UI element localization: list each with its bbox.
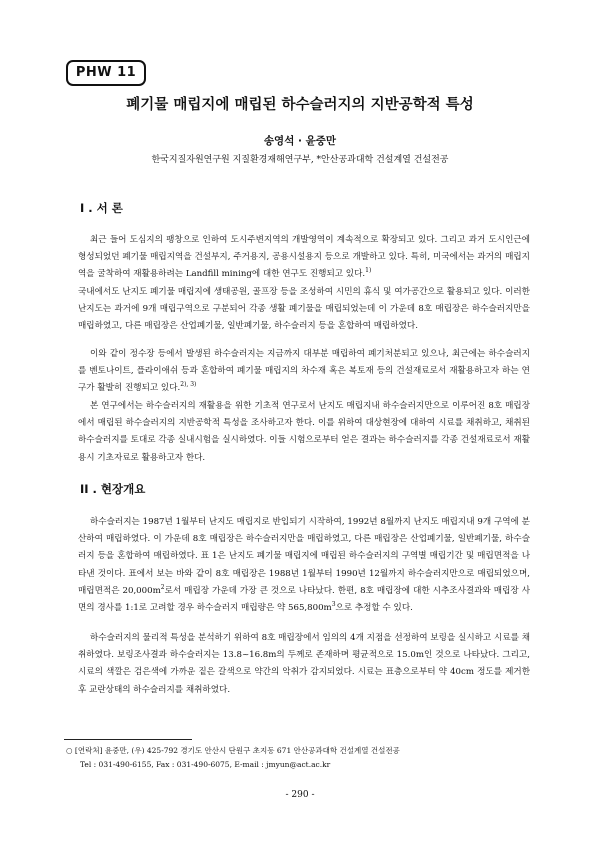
paragraph: 이와 같이 정수장 등에서 발생된 하수슬러지는 지금까지 대부분 매립하여 폐기처분되고 있으나, 최근에는 하수슬러지를 벤토나이트, 플라이애쉬 등과 혼합하여 폐기물 매립지의 차수재 혹은 복토재 등의 건설재료로서 재활용하고자 하는 연구가 활발히 진행되고 있다.$^{2), 3)}$ (78, 349, 530, 394)
footnote-contact: ○ [연락처] 윤중만, (우) 425-792 경기도 안산시 단원구 초지동 671 안산공과대학 건설계열 건설전공 (66, 746, 400, 755)
affiliation: 한국지질자원연구원 지질환경재해연구부, *안산공과대학 건설계열 건설전공 (151, 155, 449, 165)
footnote-contact-details: Tel : 031-490-6155, Fax : 031-490-6075, E-mail : jmyun@act.ac.kr (80, 760, 331, 769)
reference-marker: 1) (365, 267, 372, 275)
paragraph: 국내에서도 난지도 폐기물 매립지에 생태공원, 골프장 등을 조성하여 시민의 휴식 및 여가공간으로 활용되고 있다. 이러한 난지도는 과거에 9개 매립구역으로 구분되어 각종 생활 폐기물을 매립되었는데 이 가운데 8호 매립장은 하수슬러지만을 매립하였고, 다른 매립장은 산업폐기물, 일반폐기물, 하수슬러지 등을 혼합하여 매립하였다. (78, 287, 530, 332)
authors: 송영석 · 윤중만 (263, 135, 337, 147)
paragraph: 최근 들어 도심지의 팽창으로 인하여 도시주변지역의 개발영역이 계속적으로 확장되고 있다. 그리고 과거 도시인근에 형성되었던 폐기물 매립지역을 건설부지, 주거용지, 공용시설용지 등으로 개발하고 있다. 특히, 미국에서는 과거의 매립지역을 굴착하여 재활용하려는 Landfill mining에 대한 연구도 진행되고 있다.$^{1)}$ (78, 235, 530, 280)
reference-marker: 2), 3) (180, 381, 197, 389)
paragraph: 본 연구에서는 하수슬러지의 재활용을 위한 기초적 연구로서 난지도 매립지내 하수슬러지만으로 이루어진 8호 매립장에서 매립된 하수슬러지의 지반공학적 특성을 조사하고자 한다. 이를 위하여 대상현장에 대하여 시료를 채취하고, 채취된 하수슬러지를 토대로 각종 실내시험을 실시하였다. 이들 시험으로부터 얻은 결과는 하수슬러지를 각종 건설재료로서 재활용시 기초자료로 활용하고자 한다. (78, 401, 530, 463)
section-heading-introduction: I . 서 론 (80, 201, 123, 215)
paragraph: 하수슬러지의 물리적 특성을 분석하기 위하여 8호 매립장에서 임의의 4개 지점을 선정하여 보링을 실시하고 시료를 채취하였다. 보링조사결과 하수슬러지는 13.8~16.8m의 두께로 존재하며 평균적으로 15.0m인 것으로 나타났다. 그리고, 시료의 색깔은 검은색에 가까운 짙은 갈색으로 약간의 악취가 감지되었다. 시료는 표층으로부터 약 40cm 정도를 제거한 후 교란상태의 하수슬러지를 채취하였다. (78, 633, 530, 695)
session-badge: PHW 11 (66, 60, 146, 86)
page-number: - 290 - (285, 790, 315, 800)
section-heading-site-overview: II . 현장개요 (80, 482, 146, 496)
footnote-divider (64, 739, 192, 740)
paper-title: 폐기물 매립지에 매립된 하수슬러지의 지반공학적 특성 (126, 97, 474, 113)
paragraph: 하수슬러지는 1987년 1월부터 난지도 매립지로 반입되기 시작하여, 1992년 8월까지 난지도 매립지내 9개 구역에 분산하여 매립하였다. 이 가운데 8호 매립장은 하수슬러지만을 매립하였고, 다른 매립장은 산업폐기물, 일반폐기물, 하수슬러지 등을 혼합하여 매립하였다. 표 1은 난지도 폐기물 매립지에 매립된 하수슬러지의 구역별 매립기간 및 매립면적을 나타낸 것이다. 표에서 보는 바와 같이 8호 매립장은 1988년 1월부터 1990년 12월까지 하수슬러지만으로 매립되었으며, 매립면적은 $20,000m^2$로서 매립장 가운데 가장 큰 것으로 나타났다. 한편, 8호 매립장에 대한 시추조사결과와 매립장 사면의 경사를 1:1로 고려할 경우 하수슬러지 매립량은 약 $565,800m^3$으로 추정할 수 있다. (78, 517, 530, 614)
